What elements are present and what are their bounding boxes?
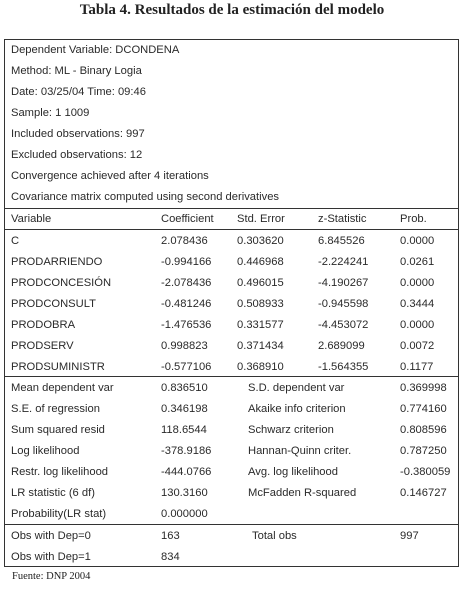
prob-value: 0.0000 [400,319,435,331]
coefficient-value: 2.078436 [161,235,208,247]
z-statistic-value: -1.564355 [318,361,369,373]
coefficient-value: -0.577106 [161,361,212,373]
stat-label: McFadden R-squared [248,487,357,499]
variable-name: PRODSUMINISTR [11,361,105,373]
obs-value: 834 [161,551,180,563]
header-line: Excluded observations: 12 [11,149,143,161]
header-line: Sample: 1 1009 [11,107,90,119]
prob-value: 0.0000 [400,277,435,289]
prob-value: 0.0000 [400,235,435,247]
stat-value: 0.836510 [161,382,208,394]
std-error-value: 0.496015 [237,277,284,289]
stat-value: 0.146727 [400,487,447,499]
header-line: Convergence achieved after 4 iterations [11,170,209,182]
z-statistic-value: 6.845526 [318,235,365,247]
z-statistic-value: 2.689099 [318,340,365,352]
table-title: Tabla 4. Resultados de la estimación del modelo [79,2,385,18]
obs-label: Obs with Dep=0 [11,530,91,542]
std-error-value: 0.446968 [237,256,284,268]
source-note: Fuente: DNP 2004 [12,571,91,582]
variable-name: PRODCONCESIÓN [11,277,112,289]
stat-value: 0.808596 [400,424,447,436]
stat-value: 0.346198 [161,403,208,415]
stat-label: Restr. log likelihood [11,466,109,478]
std-error-value: 0.368910 [237,361,284,373]
z-statistic-value: -0.945598 [318,298,369,310]
std-error-value: 0.508933 [237,298,284,310]
divider [5,208,458,209]
stat-value: 0.369998 [400,382,447,394]
header-line: Covariance matrix computed using second derivatives [11,191,280,203]
obs-label: Obs with Dep=1 [11,551,91,563]
variable-name: PRODCONSULT [11,298,96,310]
header-line: Date: 03/25/04 Time: 09:46 [11,86,146,98]
stat-value: 118.6544 [161,424,207,436]
divider [5,229,458,230]
header-line: Included observations: 997 [11,128,145,140]
std-error-value: 0.331577 [237,319,284,331]
variable-name: C [11,235,20,247]
variable-name: PRODARRIENDO [11,256,103,268]
header-line: Dependent Variable: DCONDENA [11,44,180,56]
prob-value: 0.1177 [400,361,434,373]
prob-value: 0.3444 [400,298,435,310]
variable-name: PRODOBRA [11,319,76,331]
coefficient-value: -0.481246 [161,298,212,310]
column-header-std-error: Std. Error [237,213,285,225]
coefficient-value: -2.078436 [161,277,212,289]
std-error-value: 0.371434 [237,340,284,352]
z-statistic-value: -4.190267 [318,277,369,289]
stat-label: Log likelihood [11,445,80,457]
coefficient-value: 0.998823 [161,340,208,352]
stat-label: S.D. dependent var [248,382,345,394]
stat-label: Akaike info criterion [248,403,346,415]
regression-output-box [4,39,459,567]
stat-label: Hannan-Quinn criter. [248,445,352,457]
column-header-variable: Variable [11,213,52,225]
stat-value: 130.3160 [161,487,208,499]
stat-label: Probability(LR stat) [11,508,107,520]
z-statistic-value: -2.224241 [318,256,369,268]
stat-label: LR statistic (6 df) [11,487,95,499]
column-header-z-statistic: z-Statistic [318,213,367,225]
obs-value: 997 [400,530,419,542]
stat-label: Avg. log likelihood [248,466,338,478]
prob-value: 0.0072 [400,340,435,352]
obs-label: Total obs [252,530,297,542]
variable-name: PRODSERV [11,340,74,352]
stat-value: 0.774160 [400,403,447,415]
stat-value: 0.787250 [400,445,447,457]
header-line: Method: ML - Binary Logia [11,65,142,77]
coefficient-value: -0.994166 [161,256,212,268]
obs-value: 163 [161,530,180,542]
divider [5,376,458,377]
stat-label: Mean dependent var [11,382,114,394]
prob-value: 0.0261 [400,256,435,268]
stat-label: Schwarz criterion [248,424,334,436]
stat-value: -0.380059 [400,466,451,478]
stat-value: -378.9186 [161,445,212,457]
stat-label: Sum squared resid [11,424,105,436]
z-statistic-value: -4.453072 [318,319,369,331]
std-error-value: 0.303620 [237,235,284,247]
coefficient-value: -1.476536 [161,319,212,331]
stat-label: S.E. of regression [11,403,100,415]
stat-value: -444.0766 [161,466,212,478]
column-header-coefficient: Coefficient [161,213,214,225]
stat-value: 0.000000 [161,508,208,520]
divider [5,524,458,525]
column-header-prob: Prob. [400,213,427,225]
